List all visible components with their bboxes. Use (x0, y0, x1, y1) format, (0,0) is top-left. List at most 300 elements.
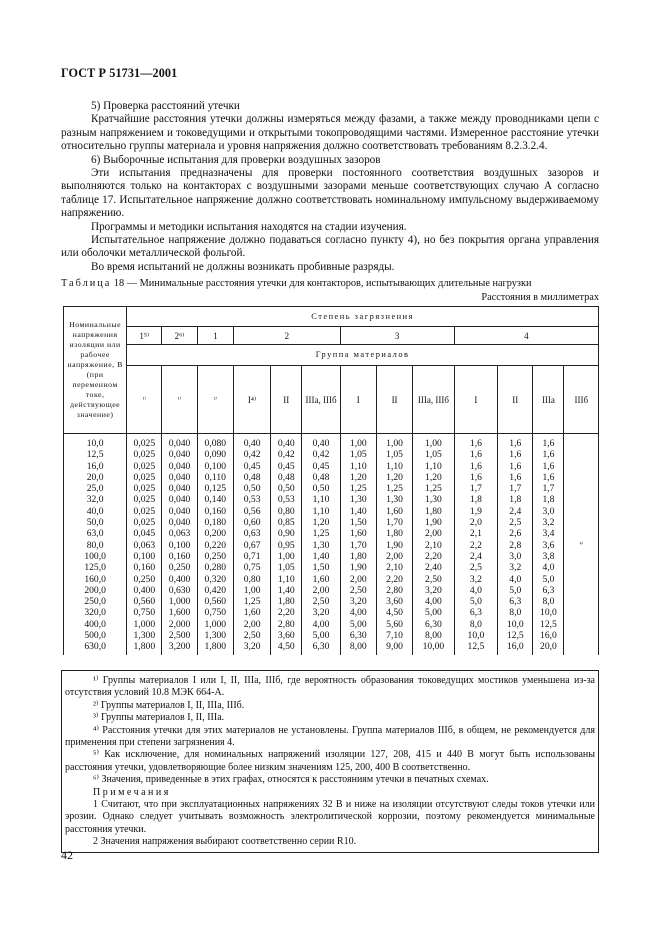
table-cell-value: 5,0 (509, 584, 522, 596)
paragraph: 5) Проверка расстояний утечки (91, 100, 240, 112)
table-cell-value: 4,0 (509, 573, 522, 585)
table-cell-value: 0,63 (243, 528, 261, 540)
pollution-degree-header: Степень загрязнения (127, 307, 599, 327)
table-cell-value: 5,60 (386, 618, 403, 630)
pollution-level: 3 (340, 327, 454, 345)
value-column (340, 434, 376, 655)
material-group: I (340, 366, 376, 434)
table-cell-value: 2,80 (386, 584, 403, 596)
table-cell-value: 1,6 (509, 460, 522, 472)
voltage-values (64, 434, 127, 655)
table-cell-value: 2,00 (349, 573, 367, 585)
table-cell-value: 0,40 (312, 438, 330, 449)
table-cell-value: 1,10 (349, 460, 367, 472)
table-units: Расстояния в миллиметрах (481, 292, 599, 303)
table-cell-value: 0,48 (312, 471, 330, 483)
table-cell-value: 1,20 (349, 471, 367, 483)
table-cell-value: 1,30 (349, 494, 367, 506)
table-cell-value: 1,05 (425, 449, 442, 461)
table-cell-value: 1,6 (509, 449, 522, 461)
table-cell-value: 6,30 (425, 618, 442, 630)
table-cell-value: 2,8 (509, 539, 522, 551)
table-cell-value: 1,90 (349, 562, 367, 574)
table-cell-value: 1,10 (312, 505, 330, 517)
table-cell-value: 0,71 (243, 550, 261, 562)
table-cell-value: 0,125 (204, 483, 227, 495)
table-cell-value: 2,50 (349, 584, 367, 596)
value-column (413, 434, 454, 655)
table-cell-value: 1,05 (386, 449, 403, 461)
table-cell-value: 0,220 (204, 539, 227, 551)
table-cell-value: 16,0 (506, 641, 524, 653)
table-cell-value: 0,040 (168, 505, 191, 517)
table-cell-value: 0,48 (277, 471, 295, 483)
table-cell-value: 1,00 (425, 438, 442, 449)
table-cell-value: 3,20 (312, 607, 330, 619)
body-text (61, 100, 599, 274)
table-cell-value: 1,70 (386, 517, 403, 529)
table-cell-value: 1,90 (386, 539, 403, 551)
table-cell-value: 0,420 (204, 584, 227, 596)
table-cell-value: 0,90 (277, 528, 295, 540)
table-cell-value: 0,53 (277, 494, 295, 506)
table-cell-value: 10,00 (422, 641, 445, 653)
table-cell-value: 0,67 (243, 539, 261, 551)
pollution-level: 2 (233, 327, 340, 345)
table-cell-value: 1,30 (312, 539, 330, 551)
table-cell-value: 0,025 (133, 483, 156, 495)
table-cell-value: 1,00 (243, 584, 261, 596)
footnote: ³⁾ Группы материалов I, II, IIIa. (93, 712, 225, 724)
footnote: ⁵⁾ Как исключение, для номинальных напряжений изоляции 127, 208, 415 и 440 В могут быть использованы расстояния утечки, удовлетворяющие более низким значениям 125, 200, 400 В соответственно. (65, 749, 595, 773)
table-cell-value: 0,025 (133, 505, 156, 517)
table-cell-value: 63,0 (86, 528, 104, 540)
table-cell-value: 400,0 (84, 618, 106, 630)
table-cell-value: 0,063 (168, 528, 191, 540)
note: 2 Значения напряжения выбирают соответственно серии R10. (93, 836, 357, 848)
table-cell-value: 12,5 (540, 618, 557, 630)
table-cell-value: 4,00 (312, 618, 330, 630)
table-cell-value: 1,6 (469, 471, 482, 483)
table-cell-value: 0,400 (168, 573, 191, 585)
table-cell-value: 1,20 (312, 517, 330, 529)
table-cell-value: 1,6 (509, 438, 522, 449)
creepage-table (63, 306, 599, 655)
table-cell-value: 6,3 (469, 607, 482, 619)
table-cell-value: 0,080 (204, 438, 227, 449)
table-cell-value: 1,000 (133, 618, 156, 630)
table-cell-value: 4,00 (349, 607, 367, 619)
table-cell-value: 16,0 (86, 460, 104, 472)
table-cell-value: 3,2 (542, 517, 555, 529)
table-cell-value: 0,140 (204, 494, 227, 506)
table-cell-value: 0,025 (133, 449, 156, 461)
table-cell-value: 0,025 (133, 460, 156, 472)
table-cell-value: 1,6 (542, 460, 555, 472)
table-cell-value: 12,5 (86, 449, 104, 461)
table-cell-value: 2,00 (243, 618, 261, 630)
table-cell-value: 4,0 (542, 562, 555, 574)
table-cell-value: 5,00 (349, 618, 367, 630)
table-cell-value: 7,10 (386, 630, 403, 642)
table-cell-value: 0,48 (243, 471, 261, 483)
table-cell-value: 1,6 (509, 471, 522, 483)
table-cell-value: 1,10 (425, 460, 442, 472)
table-cell-value: 3,6 (542, 539, 555, 551)
table-cell-value: 2,10 (386, 562, 403, 574)
table-cell-value: 3,4 (542, 528, 555, 540)
value-column (197, 434, 233, 655)
table-cell-value: 1,25 (386, 483, 403, 495)
table-cell-value: 2,500 (168, 630, 191, 642)
value-column (498, 434, 533, 655)
table-cell-value: 1,25 (243, 596, 261, 608)
table-cell-value: 200,0 (84, 584, 106, 596)
table-cell-value: 8,0 (469, 618, 482, 630)
table-cell-value: 8,00 (349, 641, 367, 653)
table-cell-value: 0,160 (204, 505, 227, 517)
value-column (454, 434, 498, 655)
table-cell-value: 3,0 (542, 505, 555, 517)
document-header: ГОСТ Р 51731—2001 (61, 66, 178, 80)
table-cell-value: 1,60 (386, 505, 403, 517)
table-cell-value: 0,040 (168, 494, 191, 506)
table-cell-value: 5,00 (312, 630, 330, 642)
material-group: I (454, 366, 498, 434)
table-cell-value: 0,040 (168, 460, 191, 472)
table-cell-value: 1,8 (509, 494, 522, 506)
table-cell-value: 1,60 (312, 573, 330, 585)
table-cell-value: 0,45 (277, 460, 295, 472)
table-cell-value: 1,30 (425, 494, 442, 506)
value-column (302, 434, 340, 655)
voltage-column-header: Номинальные напряжения изоляции или рабочее напряжение, В (при переменном токе, действующее значение) (64, 307, 127, 434)
table-cell-value: 1,7 (542, 483, 555, 495)
table-cell-value: 6,30 (349, 630, 367, 642)
table-cell-value: 1,00 (277, 550, 295, 562)
table-cell-value: 1,00 (349, 438, 367, 449)
table-cell-value: 8,0 (542, 596, 555, 608)
table-cell-value: 9,00 (386, 641, 403, 653)
table-cell-value: 10,0 (86, 438, 104, 449)
paragraph: Кратчайшие расстояния утечки должны измеряться между фазами, а также между проводниками цепи с разным напряжением и токоведущими и открытыми токопроводящими частями. Измеренное расстояние утечки относительно группы материала и уровня напряжения должно соответствовать требованиям 8.2.3.2.4. (61, 113, 599, 153)
table-cell-value: 0,400 (133, 584, 156, 596)
footnotes-box (61, 670, 599, 853)
page-number: 42 (61, 848, 73, 862)
table-cell-value: 2,2 (469, 539, 482, 551)
table-cell-value: 1,80 (349, 550, 367, 562)
table-cell-value: 1,6 (469, 449, 482, 461)
material-group: IIIa (533, 366, 564, 434)
footnote: ²⁾ Группы материалов I, II, IIIa, IIIб. (93, 699, 245, 711)
table-cell-value: 6,3 (542, 584, 555, 596)
table-cell-value: 32,0 (86, 494, 104, 506)
table-cell-value: 3,20 (425, 584, 442, 596)
table-cell-value: 0,110 (204, 471, 226, 483)
table-cell-value: 1,6 (469, 438, 482, 449)
table-cell-value: 1,800 (133, 641, 156, 653)
table-cell-value: 6,3 (509, 596, 522, 608)
table-cell-value: 0,160 (168, 550, 191, 562)
table-cell-value: 1,60 (243, 607, 261, 619)
table-cell-value: 1,05 (349, 449, 367, 461)
table-cell-value: 0,560 (133, 596, 156, 608)
table-cell-value: 100,0 (84, 550, 106, 562)
table-cell-value: 1,60 (349, 528, 367, 540)
table-cell-value: 10,0 (467, 630, 485, 642)
table-cell-value: 0,160 (133, 562, 156, 574)
value-column (127, 434, 162, 655)
table-cell-value: 50,0 (86, 517, 104, 529)
table-cell-value: 0,750 (133, 607, 156, 619)
value-column (533, 434, 564, 655)
table-cell-value: 2,80 (277, 618, 295, 630)
table-cell-value: 1,25 (312, 528, 330, 540)
table-cell-value: 1,6 (542, 449, 555, 461)
table-cell-value: 6,30 (312, 641, 330, 653)
table-cell-value: 0,040 (168, 483, 191, 495)
table-cell-value: 1,6 (469, 460, 482, 472)
table-cell-value: 0,53 (243, 494, 261, 506)
table-cell-value: 0,320 (204, 573, 227, 585)
table-cell-value: 0,100 (133, 550, 156, 562)
table-cell-value: 2,5 (469, 562, 482, 574)
table-cell-value: 0,250 (204, 550, 227, 562)
table-cell-value: 2,00 (312, 584, 330, 596)
table-cell-value: 1,000 (168, 596, 191, 608)
paragraph: Эти испытания предназначены для проверки постоянного соответствия воздушных зазоров и выполняются только на контакторах с воздушными зазорами меньше соответствующих случаю А согласно таблице 17. Испытательное напряжение должно соответствовать номинальному импульсному выдерживаемому напряжению. (61, 167, 599, 220)
table-cell-value: 0,80 (277, 505, 295, 517)
table-cell-value: 0,090 (204, 449, 227, 461)
table-cell-value: 1,80 (386, 528, 403, 540)
table-cell-value: 0,42 (277, 449, 295, 461)
table-cell-value: 0,040 (168, 471, 191, 483)
table-cell-value: 1,8 (542, 494, 555, 506)
table-cell-value: 20,0 (86, 471, 104, 483)
table-cell-value: 10,0 (540, 607, 557, 619)
table-cell-value: 0,42 (243, 449, 261, 461)
material-group: I⁴⁾ (233, 366, 270, 434)
table-cell-value: 1,25 (349, 483, 367, 495)
pollution-level: 2⁶⁾ (162, 327, 197, 345)
table-cell-value: 500,0 (84, 630, 106, 642)
table-cell-value: 0,180 (204, 517, 227, 529)
table-cell-value: 2,5 (509, 517, 522, 529)
table-cell-value: 1,8 (469, 494, 482, 506)
table-cell-value: 1,00 (386, 438, 403, 449)
pollution-level: 1 (197, 327, 233, 345)
table-cell-value: 0,40 (243, 438, 261, 449)
table-cell-value: 4,50 (386, 607, 403, 619)
table-cell-value: 1,20 (386, 471, 403, 483)
table-cell-value: 0,45 (312, 460, 330, 472)
table-cell-value: 3,0 (509, 550, 522, 562)
table-cell-value: 160,0 (84, 573, 106, 585)
table-cell-value: 1,40 (349, 505, 367, 517)
table-cell-value: 0,045 (133, 528, 156, 540)
table-cell-value: 8,0 (509, 607, 522, 619)
paragraph: Программы и методики испытания находятся на стадии изучения. (91, 220, 407, 233)
notes-title: Примечания (93, 786, 171, 798)
table-cell-value: 2,20 (425, 550, 442, 562)
table-cell-value: 20,0 (540, 641, 557, 653)
table-cell-value: 0,75 (243, 562, 261, 574)
table-cell-value: 1,80 (277, 596, 295, 608)
table-cell-value: 0,42 (312, 449, 330, 461)
value-column (376, 434, 412, 655)
table-cell-value: 1,300 (204, 630, 227, 642)
table-cell-value: 1,20 (425, 471, 442, 483)
table-cell-value: 1,300 (133, 630, 156, 642)
pollution-level: 1⁵⁾ (127, 327, 162, 345)
table-cell-value: 2,50 (243, 630, 261, 642)
table-cell-value: 0,025 (133, 438, 156, 449)
material-note: ¹⁾ (162, 366, 197, 434)
table-cell-value: 1,90 (425, 517, 442, 529)
table-cell-value: 5,0 (469, 596, 482, 608)
table-cell-value: 250,0 (84, 596, 106, 608)
value-column (233, 434, 270, 655)
table-cell-value: 630,0 (84, 641, 106, 653)
table-cell-value: 1,7 (509, 483, 522, 495)
table-cell-value: 2,6 (509, 528, 522, 540)
table-cell-value: 1,50 (349, 517, 367, 529)
table-cell-value: 0,040 (168, 517, 191, 529)
table-cell-value: 1,10 (312, 494, 330, 506)
table-cell-value: 12,5 (467, 641, 485, 653)
table-cell-value: 0,50 (243, 483, 261, 495)
table-cell-value: 1,10 (277, 573, 295, 585)
table-caption-label: Таблица (61, 278, 112, 289)
table-cell-value: 0,50 (277, 483, 295, 495)
table-cell-value: 1,50 (312, 562, 330, 574)
table-cell-value: 0,100 (168, 539, 191, 551)
table-cell-value: 0,025 (133, 517, 156, 529)
table-cell-value: 0,025 (133, 471, 156, 483)
table-cell-value: 1,800 (204, 641, 227, 653)
table-cell-value: 0,630 (168, 584, 191, 596)
table-cell-value: 5,00 (425, 607, 442, 619)
table-cell-value: 12,5 (506, 630, 524, 642)
paragraph: 6) Выборочные испытания для проверки воздушных зазоров (91, 153, 381, 166)
material-group-header: Группа материалов (127, 345, 599, 366)
footnotes (61, 670, 599, 853)
table-cell-value: 0,040 (168, 449, 191, 461)
table-cell-value: 2,0 (469, 517, 482, 529)
material-note: ²⁾ (197, 366, 233, 434)
table-cell-value: 3,2 (469, 573, 482, 585)
table-cell-value: 1,9 (469, 505, 482, 517)
table-cell-value: 1,40 (312, 550, 330, 562)
table-cell-value: 2,40 (425, 562, 442, 574)
table-cell-value: 1,70 (349, 539, 367, 551)
table-cell-value: 4,50 (277, 641, 295, 653)
table-cell-value: 2,4 (469, 550, 482, 562)
table-cell-value: 0,280 (204, 562, 227, 574)
table-caption-text: 18 — Минимальные расстояния утечки для контакторов, испытывающих длительные нагрузки (111, 278, 532, 289)
paragraph: Во время испытаний не должны возникать пробивные разряды. (91, 260, 395, 273)
not-established-note: ⁴⁾ (564, 434, 599, 655)
table-cell-value: 3,8 (542, 550, 555, 562)
table-cell-value: 2,20 (386, 573, 403, 585)
table-cell-value: 0,40 (277, 438, 295, 449)
note: 1 Считают, что при эксплуатационных напряжениях 32 В и ниже на изоляции отсутствуют следы токов утечки или эрозии. Однако следует учитывать возможность электролитической коррозии, поэтому рекомендуется минимальные расстояния утечки. (65, 799, 595, 835)
material-group: IIIб (564, 366, 599, 434)
table-cell-value: 3,200 (168, 641, 191, 653)
table-cell-value: 0,025 (133, 494, 156, 506)
table-cell-value: 125,0 (84, 562, 106, 574)
table-cell-value: 0,60 (243, 517, 261, 529)
table-cell-value: 80,0 (86, 539, 104, 551)
table-cell-value: 3,60 (277, 630, 295, 642)
table-cell-value: 0,250 (133, 573, 156, 585)
table-cell-value: 2,4 (509, 505, 522, 517)
table-cell-value: 0,560 (204, 596, 227, 608)
table-cell-value: 3,2 (509, 562, 522, 574)
table-cell-value: 40,0 (86, 505, 104, 517)
table-cell-value: 1,25 (425, 483, 442, 495)
table-cell-value: 10,0 (506, 618, 524, 630)
table-cell-value: 1,600 (168, 607, 191, 619)
table-cell-value: 1,10 (386, 460, 403, 472)
table-cell-value: 4,0 (469, 584, 482, 596)
table-cell-value: 2,50 (312, 596, 330, 608)
table-cell-value: 2,1 (469, 528, 482, 540)
table-cell-value: 0,063 (133, 539, 156, 551)
table-cell-value: 0,56 (243, 505, 261, 517)
table-cell-value: 1,40 (277, 584, 295, 596)
material-note: ¹⁾ (127, 366, 162, 434)
table-cell-value: 1,05 (277, 562, 295, 574)
table-cell-value: 8,00 (425, 630, 442, 642)
table-cell-value: 2,00 (386, 550, 403, 562)
table-cell-value: 2,10 (425, 539, 442, 551)
material-group: II (376, 366, 412, 434)
table-cell-value: 2,000 (168, 618, 191, 630)
table-cell-value: 2,00 (425, 528, 442, 540)
table-cell-value: 0,85 (277, 517, 295, 529)
table-cell-value: 0,100 (204, 460, 227, 472)
table-cell-value: 5,0 (542, 573, 555, 585)
table-caption (61, 277, 601, 290)
footnote: ⁶⁾ Значения, приведенные в этих графах, относятся к расстояниям утечки в печатных схемах. (93, 774, 489, 786)
table-cell-value: 3,20 (243, 641, 261, 653)
table-cell-value: 1,6 (542, 438, 555, 449)
footnote: ¹⁾ Группы материалов I или I, II, IIIa, IIIб, где вероятность образования токоведущих мостиков уменьшена из-за отсутствия условий 10.8 МЭК 664-А. (65, 675, 595, 699)
table-cell-value: 0,250 (168, 562, 191, 574)
table-cell-value: 25,0 (86, 483, 104, 495)
value-column (162, 434, 197, 655)
table-cell-value: 1,30 (386, 494, 403, 506)
table-cell-value: 0,200 (204, 528, 227, 540)
table-cell-value: 3,20 (349, 596, 367, 608)
table-cell-value: 1,6 (542, 471, 555, 483)
material-group: IIIa, IIIб (413, 366, 454, 434)
table-cell-value: 4,00 (425, 596, 442, 608)
table-cell-value: 1,80 (425, 505, 442, 517)
table-cell-value: 2,20 (277, 607, 295, 619)
table-cell-value: 1,7 (469, 483, 482, 495)
table-cell-value: 0,040 (168, 438, 191, 449)
material-group: II (271, 366, 302, 434)
table-cell-value: 0,50 (312, 483, 330, 495)
table-cell-value: 0,750 (204, 607, 227, 619)
pollution-level: 4 (454, 327, 598, 345)
value-column (271, 434, 302, 655)
table-cell-value: 16,0 (540, 630, 557, 642)
table-cell-value: 320,0 (84, 607, 106, 619)
table-cell-value: 0,45 (243, 460, 261, 472)
